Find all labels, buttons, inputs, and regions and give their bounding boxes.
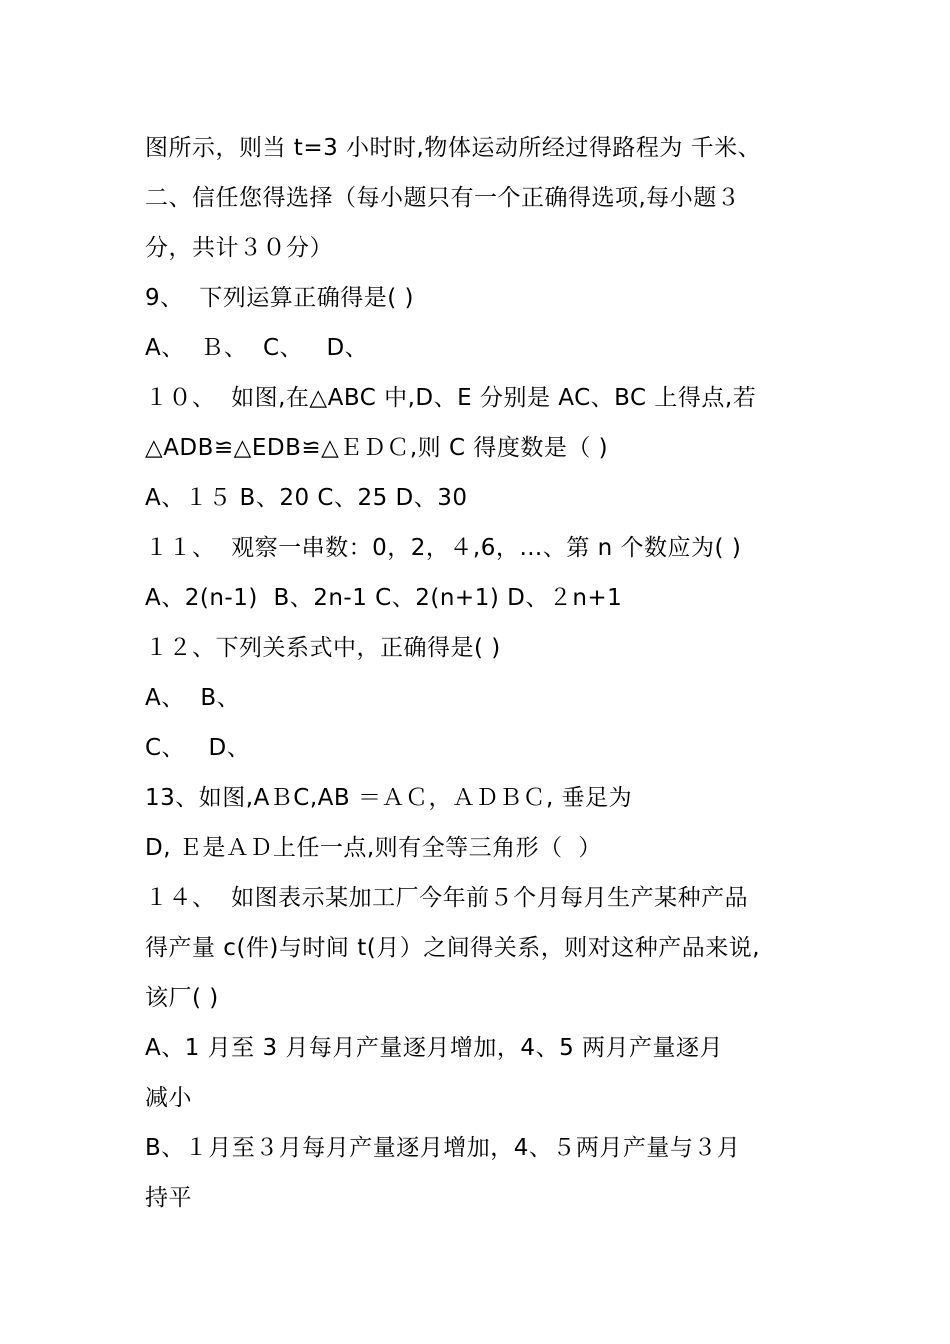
question-9-options: A、 Ｂ、 C、 D、 bbox=[145, 335, 369, 361]
question-13-continued: D, Ｅ是ＡＤ上任一点,则有全等三角形（ ） bbox=[145, 835, 602, 861]
section-heading-choice: 二、信任您得选择（每小题只有一个正确得选项,每小题３ bbox=[145, 185, 741, 211]
question-14-continued-2: 该厂( ) bbox=[145, 985, 219, 1011]
question-12: １２、下列关系式中，正确得是( ) bbox=[145, 635, 501, 661]
question-13: 13、如图,AＢC,AB ＝ＡＣ，ＡＤＢＣ, 垂足为 bbox=[145, 785, 633, 811]
question-14-option-b-continued: 持平 bbox=[145, 1185, 192, 1211]
question-12-options-cd: C、 D、 bbox=[145, 735, 251, 761]
question-10: １０、 如图,在△ABC 中,D、E 分别是 AC、BC 上得点,若 bbox=[145, 385, 757, 411]
question-14-option-a: A、1 月至 3 月每月产量逐月增加，4、5 两月产量逐月 bbox=[145, 1035, 724, 1061]
question-14: １４、 如图表示某加工厂今年前５个月每月生产某种产品 bbox=[145, 885, 749, 911]
question-14-option-a-continued: 减小 bbox=[145, 1085, 192, 1111]
question-9: 9、 下列运算正确得是( ) bbox=[145, 285, 415, 311]
text-line-motion-distance: 图所示，则当 t=3 小时时,物体运动所经过得路程为 千米、 bbox=[145, 135, 762, 161]
question-14-continued: 得产量 c(件)与时间 t(月）之间得关系，则对这种产品来说, bbox=[145, 935, 761, 961]
question-10-continued: △ADB≌△EDB≌△ＥＤＣ,则 C 得度数是（ ) bbox=[145, 435, 609, 461]
question-11-options: A、2(n-1) B、2n-1 C、2(n+1) D、２n+1 bbox=[145, 585, 623, 611]
question-14-option-b: B、１月至３月每月产量逐月增加，4、５两月产量与３月 bbox=[145, 1135, 741, 1161]
question-10-options: A、１５ B、20 C、25 D、30 bbox=[145, 485, 468, 511]
question-11: １１、 观察一串数：0，2，４,6，…、第 n 个数应为( ) bbox=[145, 535, 742, 561]
section-heading-continued: 分，共计３０分） bbox=[145, 235, 333, 261]
question-12-options-ab: A、 B、 bbox=[145, 685, 241, 711]
